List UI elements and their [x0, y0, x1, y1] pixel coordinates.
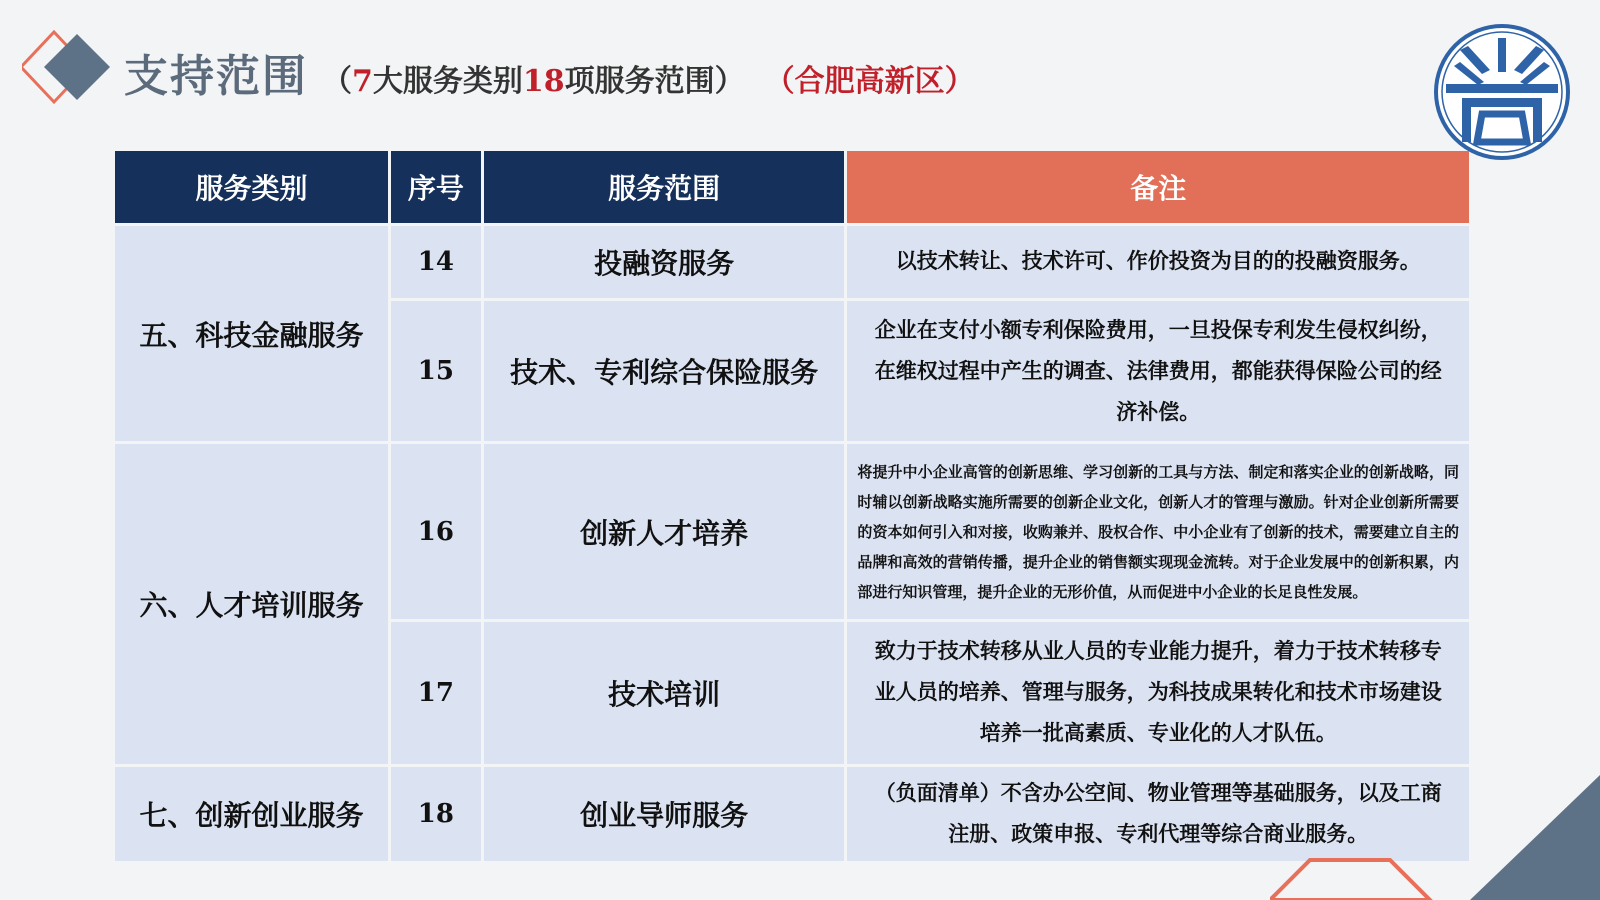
remark-text: 企业在支付小额专利保险费用，一旦投保专利发生侵权纠纷，在维权过程中产生的调查、法律费用，都能获得保险公司的经济补偿。	[847, 301, 1469, 442]
service-scope: 投融资服务	[484, 226, 845, 298]
table-header-row	[115, 151, 1469, 223]
remark-text: （负面清单）不含办公空间、物业管理等基础服务，以及工商注册、政策申报、专利代理等综合商业服务。	[847, 767, 1469, 861]
header-number: 序号	[391, 151, 481, 223]
brand-logo-icon	[1432, 22, 1572, 162]
remark-text: 以技术转让、技术许可、作价投资为目的的投融资服务。	[847, 226, 1469, 298]
row-number: 15	[391, 301, 481, 442]
remark-text: 致力于技术转移从业人员的专业能力提升，着力于技术转移专业人员的培养、管理与服务，为科技成果转化和技术市场建设培养一批高素质、专业化的人才队伍。	[847, 622, 1469, 764]
remark-text: 将提升中小企业高管的创新思维、学习创新的工具与方法、制定和落实企业的创新战略，同时辅以创新战略实施所需要的创新企业文化，创新人才的管理与激励。针对企业创新所需要的资本如何引入和对接，收购兼并、股权合作、中小企业有了创新的技术，需要建立自主的品牌和高效的营销传播，提升企业的销售额实现现金流转。对于企业发展中的创新积累，内部进行知识管理，提升企业的无形价值，从而促进中小企业的长足良性发展。	[847, 444, 1469, 618]
page-title-area	[124, 40, 975, 100]
service-scope: 创新人才培养	[484, 444, 845, 618]
row-number: 16	[391, 444, 481, 618]
service-scope-table	[112, 148, 1472, 864]
corner-decoration-icon	[1270, 775, 1600, 900]
header-category: 服务类别	[115, 151, 388, 223]
table-row	[115, 226, 1469, 298]
decorative-diamond-icon	[22, 30, 117, 105]
row-number: 17	[391, 622, 481, 764]
row-number: 14	[391, 226, 481, 298]
header-remark: 备注	[847, 151, 1469, 223]
service-scope: 创业导师服务	[484, 767, 845, 861]
category-cell: 七、创新创业服务	[115, 767, 388, 861]
service-scope: 技术培训	[484, 622, 845, 764]
page-title: 支持范围	[124, 51, 308, 102]
region-label: （合肥高新区）	[764, 64, 975, 99]
page-subtitle: （7大服务类别18项服务范围）	[322, 64, 745, 99]
category-cell: 六、人才培训服务	[115, 444, 388, 763]
service-scope: 技术、专利综合保险服务	[484, 301, 845, 442]
table-row	[115, 767, 1469, 861]
row-number: 18	[391, 767, 481, 861]
header-scope: 服务范围	[484, 151, 845, 223]
table-row	[115, 444, 1469, 618]
category-cell: 五、科技金融服务	[115, 226, 388, 441]
